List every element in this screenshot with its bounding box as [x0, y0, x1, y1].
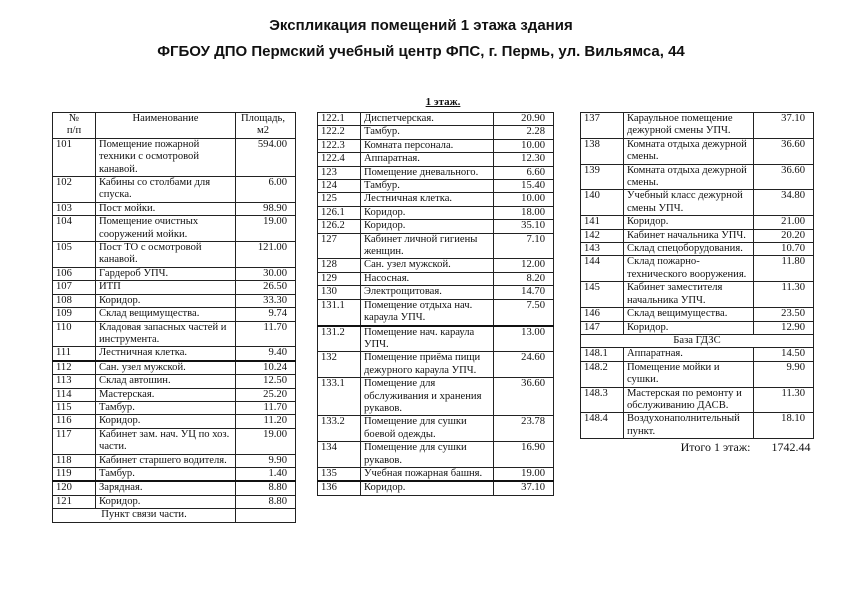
- rooms-table-2: [317, 112, 554, 496]
- total-value: 1742.44: [771, 440, 811, 455]
- room-number: 115: [53, 401, 96, 414]
- room-name: Сан. узел мужской.: [361, 259, 494, 272]
- room-area: 19.00: [494, 467, 554, 481]
- room-area: 11.70: [236, 401, 296, 414]
- room-number: 106: [53, 267, 96, 280]
- room-number: 122.1: [318, 113, 361, 126]
- room-area: 37.10: [494, 481, 554, 495]
- table-row: [53, 267, 296, 280]
- room-area: 98.90: [236, 202, 296, 215]
- room-name: Комната отдыха дежурной смены.: [624, 138, 754, 164]
- room-number: 137: [581, 113, 624, 139]
- header-name: Наименование: [96, 113, 236, 139]
- subheader-communications: [53, 509, 296, 522]
- table-row: [581, 282, 814, 308]
- room-name: Помещение для сушки боевой одежды.: [361, 416, 494, 442]
- room-number: 141: [581, 216, 624, 229]
- room-number: 129: [318, 272, 361, 285]
- table-row: [581, 256, 814, 282]
- room-area: 10.70: [754, 243, 814, 256]
- room-name: Кабинет личной гигиены женщин.: [361, 233, 494, 259]
- room-name: Коридор.: [96, 415, 236, 428]
- room-area: 9.40: [236, 347, 296, 361]
- table-row: [53, 347, 296, 361]
- room-number: 148.1: [581, 348, 624, 361]
- room-number: 117: [53, 428, 96, 454]
- room-area: 6.60: [494, 166, 554, 179]
- table-row: [53, 177, 296, 203]
- room-number: 140: [581, 190, 624, 216]
- room-number: 133.2: [318, 416, 361, 442]
- table-row: [53, 495, 296, 508]
- room-area: 23.78: [494, 416, 554, 442]
- room-area: 19.00: [236, 216, 296, 242]
- room-area: 25.20: [236, 388, 296, 401]
- table-row: [318, 467, 554, 481]
- room-name: Караульное помещение дежурной смены УПЧ.: [624, 113, 754, 139]
- room-name: Коридор.: [624, 321, 754, 334]
- total-row: [581, 439, 814, 454]
- room-name: Помещение дневального.: [361, 166, 494, 179]
- header-area: Площадь, м2: [236, 113, 296, 139]
- table-row: [318, 352, 554, 378]
- room-area: 13.00: [494, 326, 554, 352]
- room-name: Сан. узел мужской.: [96, 361, 236, 375]
- table-row: [53, 467, 296, 481]
- room-number: 110: [53, 321, 96, 347]
- table-row: [53, 242, 296, 268]
- room-area: 14.70: [494, 286, 554, 299]
- page-title-line-2: ФГБОУ ДПО Пермский учебный центр ФПС, г. Пермь, ул. Вильямса, 44: [157, 43, 685, 60]
- table-row: [318, 299, 554, 325]
- room-number: 131.2: [318, 326, 361, 352]
- table-row: [581, 348, 814, 361]
- room-area: 23.50: [754, 308, 814, 321]
- room-name: Мастерская по ремонту и обслуживанию ДАСВ.: [624, 387, 754, 413]
- room-name: Кабинет начальника УПЧ.: [624, 229, 754, 242]
- room-area: 10.24: [236, 361, 296, 375]
- room-area: 24.60: [494, 352, 554, 378]
- room-number: 102: [53, 177, 96, 203]
- room-area: 8.80: [236, 481, 296, 495]
- room-name: Помещение отдыха нач. караула УПЧ.: [361, 299, 494, 325]
- room-area: 15.40: [494, 180, 554, 193]
- table-row: [318, 233, 554, 259]
- room-number: 148.3: [581, 387, 624, 413]
- table-row: [318, 180, 554, 193]
- room-area: 37.10: [754, 113, 814, 139]
- table-row: [53, 202, 296, 215]
- room-area: 16.90: [494, 442, 554, 468]
- room-area: 9.90: [754, 361, 814, 387]
- room-area: 21.00: [754, 216, 814, 229]
- room-area: 14.50: [754, 348, 814, 361]
- table-row: [581, 190, 814, 216]
- table-row: [318, 326, 554, 352]
- room-area: 594.00: [236, 138, 296, 176]
- room-name: Пост мойки.: [96, 202, 236, 215]
- room-area: 11.30: [754, 387, 814, 413]
- room-area: 36.60: [494, 378, 554, 416]
- empty-cell: [236, 509, 296, 522]
- table-row: [318, 139, 554, 152]
- room-number: 135: [318, 467, 361, 481]
- room-number: 103: [53, 202, 96, 215]
- room-number: 134: [318, 442, 361, 468]
- room-area: 10.00: [494, 139, 554, 152]
- table-row: [318, 206, 554, 219]
- room-area: 19.00: [236, 428, 296, 454]
- room-number: 107: [53, 281, 96, 294]
- room-area: 6.00: [236, 177, 296, 203]
- room-number: 114: [53, 388, 96, 401]
- room-area: 11.20: [236, 415, 296, 428]
- room-area: 12.00: [494, 259, 554, 272]
- room-number: 136: [318, 481, 361, 495]
- room-number: 101: [53, 138, 96, 176]
- table-row: [581, 321, 814, 334]
- table-header-row: [53, 113, 296, 139]
- subheader-gdzs: [581, 334, 814, 347]
- room-number: 124: [318, 180, 361, 193]
- room-name: Диспетчерская.: [361, 113, 494, 126]
- room-area: 18.00: [494, 206, 554, 219]
- room-number: 119: [53, 467, 96, 481]
- table-row: [53, 428, 296, 454]
- table-row: [318, 481, 554, 495]
- room-number: 143: [581, 243, 624, 256]
- room-name: Помещение пожарной техники с осмотровой канавой.: [96, 138, 236, 176]
- room-name: Помещение очистных сооружений мойки.: [96, 216, 236, 242]
- table-row: [581, 308, 814, 321]
- room-area: 33.30: [236, 294, 296, 307]
- room-area: 11.70: [236, 321, 296, 347]
- table-row: [53, 375, 296, 388]
- room-number: 105: [53, 242, 96, 268]
- table-row: [318, 442, 554, 468]
- room-number: 126.2: [318, 220, 361, 233]
- room-number: 122.4: [318, 153, 361, 166]
- table-row: [318, 193, 554, 206]
- room-name: Склад вещимущества.: [96, 308, 236, 321]
- table-row: [581, 361, 814, 387]
- room-name: Учебная пожарная башня.: [361, 467, 494, 481]
- table-row: [318, 259, 554, 272]
- room-name: Учебный класс дежурной смены УПЧ.: [624, 190, 754, 216]
- table-row: [53, 388, 296, 401]
- room-area: 36.60: [754, 138, 814, 164]
- room-name: Коридор.: [361, 220, 494, 233]
- room-number: 126.1: [318, 206, 361, 219]
- room-number: 116: [53, 415, 96, 428]
- table-row: [53, 308, 296, 321]
- room-area: 7.10: [494, 233, 554, 259]
- room-area: 11.30: [754, 282, 814, 308]
- room-name: Пост ТО с осмотровой канавой.: [96, 242, 236, 268]
- room-number: 118: [53, 454, 96, 467]
- room-area: 11.80: [754, 256, 814, 282]
- table-row: [581, 113, 814, 139]
- table-row: [53, 216, 296, 242]
- room-number: 104: [53, 216, 96, 242]
- table-row: [318, 126, 554, 139]
- total-label: Итого 1 этаж:: [680, 440, 751, 455]
- room-area: 2.28: [494, 126, 554, 139]
- floor-label: 1 этаж.: [425, 96, 461, 108]
- room-area: 9.90: [236, 454, 296, 467]
- room-name: Склад вещимущества.: [624, 308, 754, 321]
- room-number: 113: [53, 375, 96, 388]
- room-number: 145: [581, 282, 624, 308]
- room-area: 35.10: [494, 220, 554, 233]
- room-area: 26.50: [236, 281, 296, 294]
- table-row: [318, 378, 554, 416]
- room-name: Склад спецоборудования.: [624, 243, 754, 256]
- room-name: Комната отдыха дежурной смены.: [624, 164, 754, 190]
- table-row: [318, 113, 554, 126]
- room-name: Склад пожарно-технического вооружения.: [624, 256, 754, 282]
- room-number: 121: [53, 495, 96, 508]
- room-number: 131.1: [318, 299, 361, 325]
- room-number: 146: [581, 308, 624, 321]
- table-row: [53, 415, 296, 428]
- table-row: [318, 272, 554, 285]
- room-number: 148.2: [581, 361, 624, 387]
- room-number: 147: [581, 321, 624, 334]
- table-row: [53, 281, 296, 294]
- room-name: Коридор.: [361, 206, 494, 219]
- room-name: Насосная.: [361, 272, 494, 285]
- room-area: 8.20: [494, 272, 554, 285]
- table-row: [581, 413, 814, 439]
- room-area: 36.60: [754, 164, 814, 190]
- room-name: Кабинет старшего водителя.: [96, 454, 236, 467]
- room-area: 18.10: [754, 413, 814, 439]
- room-area: 8.80: [236, 495, 296, 508]
- rooms-table-3: [580, 112, 814, 454]
- room-name: Помещение мойки и сушки.: [624, 361, 754, 387]
- table-row: [318, 416, 554, 442]
- room-number: 133.1: [318, 378, 361, 416]
- room-number: 120: [53, 481, 96, 495]
- subheader-communications-label: Пункт связи части.: [53, 509, 236, 522]
- room-number: 139: [581, 164, 624, 190]
- room-area: 1.40: [236, 467, 296, 481]
- room-name: Аппаратная.: [361, 153, 494, 166]
- room-number: 108: [53, 294, 96, 307]
- room-name: Помещение для обслуживания и хранения рукавов.: [361, 378, 494, 416]
- room-number: 148.4: [581, 413, 624, 439]
- room-name: Коридор.: [361, 481, 494, 495]
- room-number: 123: [318, 166, 361, 179]
- room-number: 130: [318, 286, 361, 299]
- room-name: Коридор.: [624, 216, 754, 229]
- header-num: № п/п: [53, 113, 96, 139]
- room-name: Помещение нач. караула УПЧ.: [361, 326, 494, 352]
- room-number: 142: [581, 229, 624, 242]
- room-area: 7.50: [494, 299, 554, 325]
- room-area: 9.74: [236, 308, 296, 321]
- room-name: Лестничная клетка.: [361, 193, 494, 206]
- subheader-gdzs-label: База ГДЗС: [581, 334, 814, 347]
- room-name: Мастерская.: [96, 388, 236, 401]
- room-name: Коридор.: [96, 294, 236, 307]
- room-name: Комната персонала.: [361, 139, 494, 152]
- table-row: [581, 164, 814, 190]
- room-number: 125: [318, 193, 361, 206]
- room-name: Кабины со столбами для спуска.: [96, 177, 236, 203]
- room-name: Помещение для сушки рукавов.: [361, 442, 494, 468]
- room-name: Тамбур.: [96, 467, 236, 481]
- room-name: Аппаратная.: [624, 348, 754, 361]
- room-area: 20.20: [754, 229, 814, 242]
- room-number: 144: [581, 256, 624, 282]
- room-name: Кабинет заместителя начальника УПЧ.: [624, 282, 754, 308]
- room-number: 122.2: [318, 126, 361, 139]
- room-number: 111: [53, 347, 96, 361]
- room-number: 138: [581, 138, 624, 164]
- table-row: [318, 286, 554, 299]
- room-number: 122.3: [318, 139, 361, 152]
- table-row: [53, 138, 296, 176]
- room-number: 127: [318, 233, 361, 259]
- room-name: Кабинет зам. нач. УЦ по хоз. части.: [96, 428, 236, 454]
- room-area: 20.90: [494, 113, 554, 126]
- table-row: [53, 401, 296, 414]
- table-row: [581, 387, 814, 413]
- table-row: [53, 294, 296, 307]
- room-name: Помещение приёма пищи дежурного караула УПЧ.: [361, 352, 494, 378]
- room-area: 34.80: [754, 190, 814, 216]
- room-name: Склад автошин.: [96, 375, 236, 388]
- room-name: Лестничная клетка.: [96, 347, 236, 361]
- room-area: 10.00: [494, 193, 554, 206]
- table-row: [581, 229, 814, 242]
- room-area: 12.30: [494, 153, 554, 166]
- room-name: Электрощитовая.: [361, 286, 494, 299]
- room-number: 132: [318, 352, 361, 378]
- table-row: [581, 243, 814, 256]
- rooms-table-1: [52, 112, 296, 523]
- room-area: 12.50: [236, 375, 296, 388]
- room-name: ИТП: [96, 281, 236, 294]
- table-row: [53, 481, 296, 495]
- room-name: Тамбур.: [96, 401, 236, 414]
- table-row: [318, 220, 554, 233]
- room-name: Зарядная.: [96, 481, 236, 495]
- room-name: Кладовая запасных частей и инструмента.: [96, 321, 236, 347]
- table-row: [318, 166, 554, 179]
- table-row: [318, 153, 554, 166]
- room-name: Воздухонаполнительный пункт.: [624, 413, 754, 439]
- room-area: 12.90: [754, 321, 814, 334]
- room-name: Гардероб УПЧ.: [96, 267, 236, 280]
- table-row: [53, 454, 296, 467]
- room-number: 128: [318, 259, 361, 272]
- table-row: [581, 138, 814, 164]
- page-title-line-1: Экспликация помещений 1 этажа здания: [269, 17, 573, 34]
- table-row: [53, 361, 296, 375]
- table-row: [581, 216, 814, 229]
- room-name: Тамбур.: [361, 180, 494, 193]
- room-area: 121.00: [236, 242, 296, 268]
- room-name: Тамбур.: [361, 126, 494, 139]
- room-number: 112: [53, 361, 96, 375]
- room-name: Коридор.: [96, 495, 236, 508]
- table-row: [53, 321, 296, 347]
- room-number: 109: [53, 308, 96, 321]
- room-area: 30.00: [236, 267, 296, 280]
